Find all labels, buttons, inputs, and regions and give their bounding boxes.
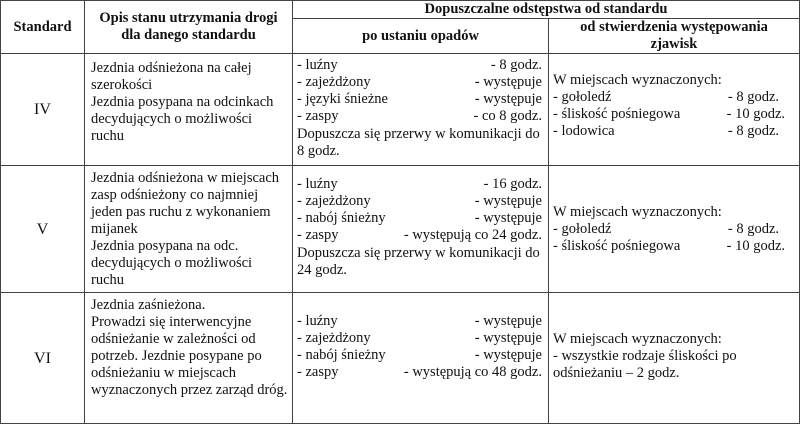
snow-item: - zaspy - co 8 godz. [297, 108, 542, 124]
description-line: Prowadzi się interwencyjne odśnieżanie w zależności od potrzeb. Jezdnie posypane po odśnieżaniu w miejscach wyznaczonych przez zarząd dróg. [91, 314, 288, 398]
snow-item: - luźny - występuje [297, 313, 542, 329]
standard-cell: V [1, 166, 85, 293]
snow-item: - luźny - 8 godz. [297, 57, 542, 73]
table-row-v [1, 166, 800, 293]
header-from-phenomena: od stwierdzenia występowania zjawisk [549, 19, 800, 54]
snow-item: - zaspy - występują co 48 godz. [297, 364, 542, 380]
header-deviations: Dopuszczalne odstępstwa od standardu [293, 1, 800, 19]
description-line: Jezdnia posypana na odc. decydujących o możliwości ruchu [91, 238, 253, 288]
snow-item: - zajeżdżony - występuje [297, 193, 542, 209]
description-line: Jezdnia odśnieżona w miejscach zasp odśnieżony co najmniej jeden pas ruchu z wykonaniem mijanek [91, 170, 280, 237]
snow-item: - nabój śnieżny - występuje [297, 347, 542, 363]
phenomena-item: - śliskość pośniegowa - 10 godz. [553, 106, 786, 122]
phenomena-item: - śliskość pośniegowa - 10 godz. [553, 238, 786, 254]
header-after-snowfall: po ustaniu opadów [293, 19, 549, 54]
description-line: Jezdnia odśnieżona na całej szerokości [91, 60, 252, 93]
snow-item: - luźny - 16 godz. [297, 176, 542, 192]
snow-item: - zaspy - występują co 24 godz. [297, 227, 542, 243]
phenomena-title: W miejscach wyznaczonych: [553, 204, 722, 220]
snow-item: - języki śnieżne - występuje [297, 91, 542, 107]
description-cell [85, 293, 293, 424]
standard-cell: VI [1, 293, 85, 424]
description-cell [85, 54, 293, 166]
phenomena-title: W miejscach wyznaczonych: [553, 331, 722, 347]
description-line: Jezdnia posypana na odcinkach decydujących o możliwości ruchu [91, 94, 274, 144]
description-line: Jezdnia zaśnieżona. [91, 297, 206, 313]
after-snowfall-cell [293, 166, 549, 293]
standard-cell: IV [1, 54, 85, 166]
table-row-vi [1, 293, 800, 424]
phenomena-text: - wszystkie rodzaje śliskości po odśnieżaniu – 2 godz. [553, 348, 737, 381]
header-description: Opis stanu utrzymania drogi dla danego standardu [85, 1, 293, 54]
phenomena-title: W miejscach wyznaczonych: [553, 72, 722, 88]
after-snowfall-cell [293, 54, 549, 166]
snow-item: - zajeżdżony - występuje [297, 74, 542, 90]
description-cell [85, 166, 293, 293]
phenomena-cell [549, 166, 800, 293]
snow-item: - nabój śnieżny - występuje [297, 210, 542, 226]
snow-item: - zajeżdżony - występuje [297, 330, 542, 346]
snow-note: Dopuszcza się przerwy w komunikacji do 8 godz. [297, 126, 540, 159]
snow-note: Dopuszcza się przerwy w komunikacji do 24 godz. [297, 245, 540, 278]
phenomena-item: - gołoledź - 8 godz. [553, 89, 780, 105]
phenomena-item: - gołoledź - 8 godz. [553, 221, 780, 237]
phenomena-cell [549, 293, 800, 424]
header-standard: Standard [1, 1, 85, 54]
table-row-iv [1, 54, 800, 166]
after-snowfall-cell [293, 293, 549, 424]
phenomena-item: - lodowica - 8 godz. [553, 123, 780, 139]
phenomena-cell [549, 54, 800, 166]
